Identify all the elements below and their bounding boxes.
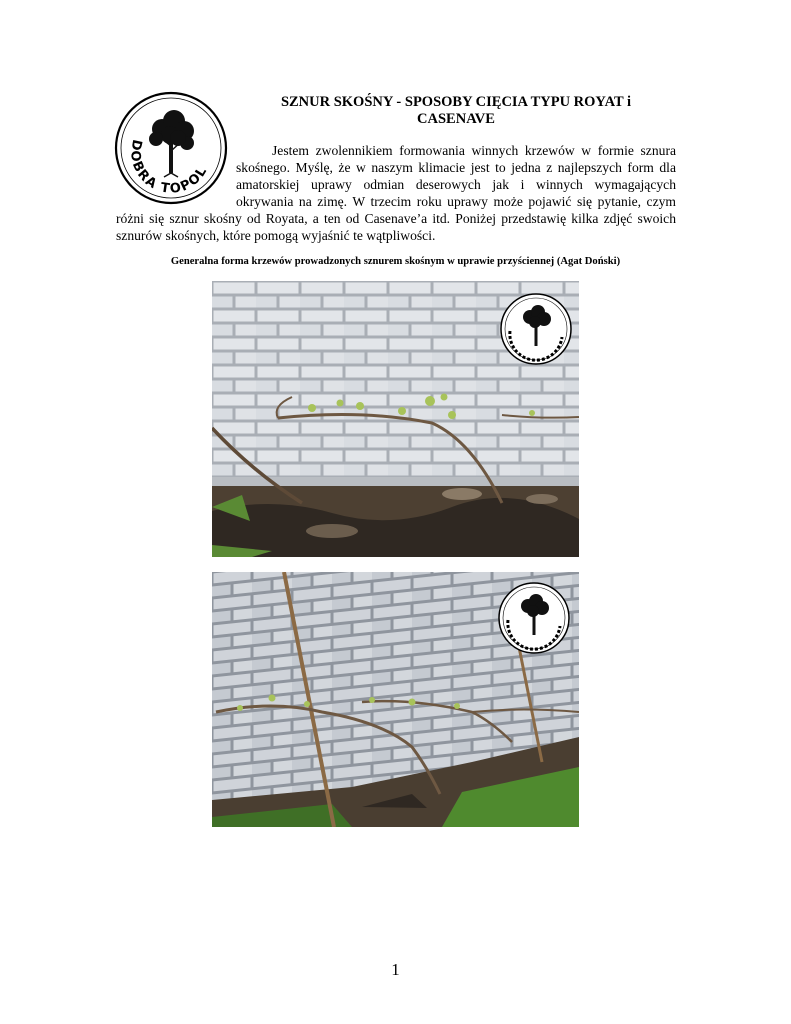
title-line-2: CASENAVE [417, 111, 495, 127]
page-number: 1 [391, 960, 400, 979]
title-line-1: SZNUR SKOŚNY - SPOSOBY CIĘCIA TYPU ROYAT i [280, 94, 632, 110]
vine-photo-1 [212, 281, 579, 557]
watermark-logo-1 [501, 294, 571, 364]
document-title [236, 94, 676, 128]
intro-paragraph-text: Jestem zwolennikiem formowania winnych krzewów w formie sznura skośnego. Myślę, że w naszym klimacie jest to jedna z najlepszych form dla amatorskiej uprawy odmian deserowych jak i winnych wymagających okrywania na zimę. W trzecim roku uprawy może pojawić się pytanie, czym różni się sznur skośny od Royata, a ten od Casenave’a itd. Poniżej przedstawię kilka zdjęć swoich sznurów skośnych, które pomogą wyjaśnić te wątpliwości. [116, 143, 676, 243]
logo-text: DOBRA TOPOL [127, 138, 211, 197]
vine-photo-2 [212, 572, 579, 827]
photo-caption: Generalna forma krzewów prowadzonych sznurem skośnym w uprawie przyściennej (Agat Doński) [170, 256, 621, 267]
watermark-logo-2 [499, 583, 569, 653]
intro-paragraph [116, 143, 676, 244]
